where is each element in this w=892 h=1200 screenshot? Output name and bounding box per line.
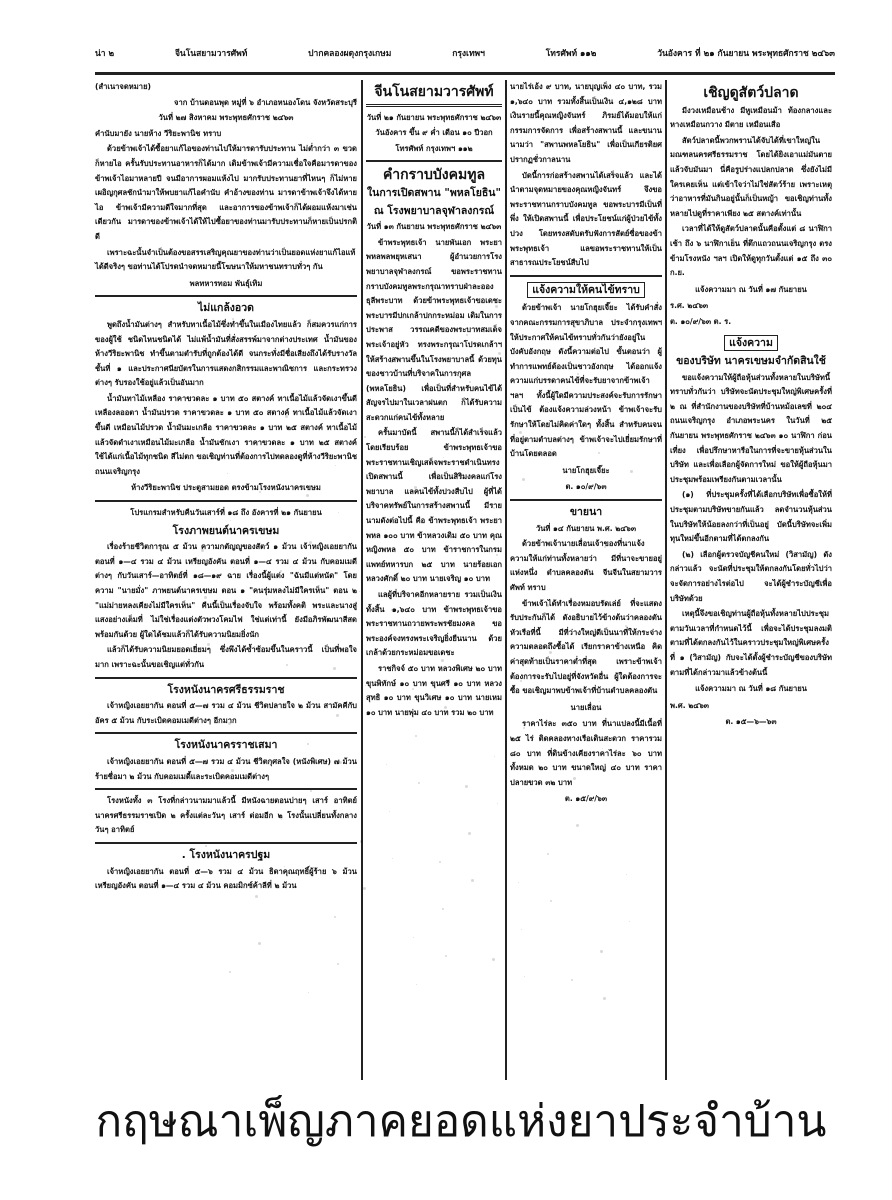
paper-speck <box>604 546 606 548</box>
article-paragraph: เพราะฉะนั้นจำเป็นต้องขอสรรเสริญคุณยาของท่านว่าเป็นยอดแห่งยาแก้ไอแท้ได้ดีจริงๆ ขอท่านได้โปรดนำจดหมายนี้โฆษนาให้มหาชนทราบทั่วๆ กัน <box>95 247 356 272</box>
paper-speck <box>281 819 282 820</box>
paper-speck <box>257 693 258 694</box>
article-paragraph: เวลาที่ได้ให้ดูสัตว์ปลาดนั้นคือตั้งแต่ ๘ นาฬิกาเช้า ถึง ๖ นาฬิกาเย็น ที่ตึกแถวถนนเจริญกรุง ตรงข้ามโรงหนัง ฯลฯ เปิดให้ดูทุกวันตั้งแต่ ๑๕ ถึง ๓๐ ก.ย. <box>670 224 832 278</box>
paper-speck <box>387 313 390 316</box>
article-paragraph: วันที่ ๒๗ สิงหาคม พระพุทธศักราช ๒๔๖๓ <box>158 113 294 123</box>
paper-speck <box>306 494 309 497</box>
page-header <box>95 46 835 60</box>
paper-speck <box>280 570 282 572</box>
article-paragraph: พ.ศ. ๒๔๖๓ <box>670 700 710 710</box>
section-rule <box>95 295 357 297</box>
article-heading: เชิญดูสัตว์ปลาด <box>703 85 799 101</box>
signature-line: ต. ๑๕/๙/๖๓ <box>564 794 608 804</box>
column-divider <box>665 80 667 1080</box>
header-rule <box>95 72 835 75</box>
column-3 <box>510 80 662 809</box>
paper-speck <box>545 355 546 356</box>
paper-speck <box>444 706 447 709</box>
paper-speck <box>495 305 498 308</box>
paper-speck <box>338 512 339 513</box>
article-paragraph: โปรแกรมสำหรับคืนวันเสาร์ที่ ๑๘ ถึง อังคารที่ ๒๑ กันยายน <box>130 508 322 518</box>
paper-speck <box>284 866 285 867</box>
paper-speck <box>336 714 339 717</box>
signature-line: ห้างวีริยะพานิช ประตูสามยอด ตรงข้ามโรงหนังนาครเขษม <box>131 483 321 493</box>
paper-address: ปากคลองผดุงกรุงเกษม <box>308 49 392 59</box>
signature-line: แจ้งความมา ณ วันที่ ๑๗ กันยายน <box>695 284 807 294</box>
paper-speck <box>362 638 363 639</box>
issue-date: วันอังคาร ที่ ๒๑ กันยายน พระพุทธศักราช ๒๔๖๓ <box>657 49 835 59</box>
paper-speck <box>551 449 552 450</box>
paper-speck <box>575 575 576 576</box>
paper-speck <box>469 381 471 383</box>
column-1 <box>95 80 357 895</box>
article-paragraph: จาก บ้านดอนพุด หมู่ที่ ๖ อำเภอหนองโดน จังหวัดสระบุรี <box>174 97 357 107</box>
article-paragraph: เจ้าหญิงเอยยากัน ตอนที่ ๕—๖ รวม ๔ ม้วน ธิดาคุณฤทธิ์ผู้ร้าย ๖ ม้วน เหรียญอังคัน ตอนที่ ๑—๔ รวม ๔ ม้วน คอมมิกซ์ค้าลีที่ ๒ ม้วน <box>95 866 357 891</box>
signature-line: ต. ๑๕—๖—๖๓ <box>725 717 777 727</box>
article-paragraph: วันอังคาร ขึ้น ๙ ค่ำ เดือน ๑๐ ปีวอก <box>375 128 493 138</box>
paper-speck <box>286 664 288 666</box>
article-paragraph: เจ้าหญิงเอยยากัน ตอนที่ ๕—๗ รวม ๔ ม้วน ชีวิตกุศลใจ (หนังพิเศษ) ๗ ม้วน ร้ายชื่อมา ๒ ม้วน กับคอมเมดี้และระเบิดคอมเมดีต่างๆ <box>95 756 357 781</box>
paper-speck <box>203 347 204 348</box>
paper-speck <box>255 895 258 898</box>
article-paragraph: แล้วก็ได้รับความนิยมยอดเยี่ยมๆ ซึ่งพึงได้ซ้ำซ้อมขึ้นในคราวนี้ เป็นที่พอใจมาก เพราะฉะนั้นขอเชิญแต่ทั่วกัน <box>95 645 357 669</box>
article-paragraph: เจ้าหญิงเอยยากัน ตอนที่ ๕—๗ รวม ๔ ม้วน ชีวิตปลายใจ ๒ ม้วน สามัคคีกับอัคร ๕ ม้วน กับระเบิดคอมเมดีต่างๆ อีกมาก <box>95 701 357 725</box>
article-paragraph: ข้าพเจ้าได้ทำเรื่องหมอบรัดเล่ย์ ที่จะแสดงรับประกันก็ได้ ดังอธิบายไว้ข้างต้นว่าคลองตันหัวเรือที่นี้ มีที่ว่างใหญ่ดีเป็นนาที่ให้กระจ่างความตลอดถึงซื้อได้ เรียกราคาข้างเหนือ คิดค่าสุดท้ายเป็นราคาต่ำที่สุด เพราะข้าพเจ้าต้องการจะรับไปอยู่ที่จังหวัดอื่น ผู้ใดต้องการจะซื้อ ขอเชิญมาพบข้าพเจ้าที่บ้านตำบลคลองตัน <box>510 598 662 696</box>
paper-speck <box>602 748 603 749</box>
article-paragraph: ครั้นมาบัดนี้ สพานนี้ก็ได้สำเร็จแล้วโดยเรียบร้อย ข้าพระพุทธเจ้าขอพระราชทานเชิญเสด็จพระราชดำเนินทรงเปิดสพานนี้ เพื่อเป็นสิริมงคลแก่โรงพยาบาล แลคนไข้ทั้งปวงสืบไป ผู้ที่ได้บริจาคทรัพย์ในการสร้างสพานนี้ มีรายนามดังต่อไปนี้ คือ ข้าพระพุทธเจ้า พระยาพหล ๑๐๐ บาท ข้าหลวงเดิม ๕๐ บาท คุณหญิงพหล ๕๐ บาท ข้าราชการในกรมแพทย์ทหารบก ๒๕ บาท นายร้อยเอก หลวงศักดิ์ ๒๐ บาท นายเจริญ ๑๐ บาท <box>366 428 502 584</box>
paper-speck <box>550 900 552 902</box>
article-paragraph: ด้วยข้าพเจ้า นายโกฮุยเจี๊ยะ ได้รับคำสั่งจากคณะกรรมการสุขาภิบาล ประจำกรุงเทพฯ ให้ประกาศให้คนไข้ทราบทั่วกันว่ายังอยู่ในบังคับอังกฤษ ดังนี้ความต่อไป ขั้นตอนว่า ผู้ทำการแพทย์ต้องเป็นชาวอังกฤษ ได้ออกแจ้งความแก่บรรดาคนไข้ที่จะรับยาจากข้าพเจ้า ฯลฯ ทั้งนี้ผู้ใดมีความประสงค์จะรับการรักษาเป็นไข้ ต้องแจ้งความล่วงหน้า ข้าพเจ้าจะรับรักษาให้โดยไม่คิดค่าใดๆ ทั้งสิ้น สำหรับคนจนที่อยู่ตามตำบลต่างๆ ข้าพเจ้าจะไปเยี่ยมรักษาที่บ้านโดยตลอด <box>510 303 662 459</box>
article-paragraph: วันที่ ๑๓ กันยายน พระพุทธศักราช ๒๔๖๓ <box>366 222 502 232</box>
paper-speck <box>624 376 627 379</box>
section-rule <box>95 732 357 734</box>
paper-speck <box>573 777 576 780</box>
paper-speck <box>603 997 606 1000</box>
paper-speck <box>496 554 498 556</box>
article-paragraph: ต. ๑๐/๙/๖๓ ต. ร. <box>670 316 732 326</box>
paper-speck <box>498 352 501 355</box>
signature-line: พลทหารทอม พันธุ์เทิม <box>189 278 263 288</box>
paper-speck <box>418 782 420 784</box>
page-number: น่า ๒ <box>95 49 115 59</box>
paper-speck <box>627 423 630 426</box>
paper-speck <box>390 360 393 363</box>
article-paragraph: น้ำมันทาไม้เหลือง ราคาขวดละ ๑ บาท ๕๐ สตางค์ ทาเนื้อไม้แล้วจัดเงาขึ้นดี เหลืองลออตา น้ำมันปรวด ราคาขวดละ ๑ บาท ๕๐ สตางค์ ทาเนื้อไม้แล้วจัดเงาขึ้นดี เหมือนไม้ปรวด น้ำมันมะเกลือ ราคาขวดละ ๑ บาท ๒๕ สตางค์ ทาเนื้อไม้แล้วจัดดำเงาเหมือนไม้มะเกลือ น้ำมันชักเงา ราคาขวดละ ๑ บาท ๒๕ สตางค์ ใช้ได้แก่เนื้อไม้ทุกชนิด สีไม่ตก ขอเชิญท่านที่ต้องการไปทดลองดูที่ห้างวีริยะพานิช ถนนเจริญกรุง <box>95 393 357 476</box>
article-paragraph: พูดถึงน้ำมันต่างๆ สำหรับทาเนื้อไม้ซึ่งทำขึ้นในเมืองไทยแล้ว ก็สมควรแก่การของผู้ใช้ ชนิดไหนชนิดได้ ไม่แพ้น้ำมันที่สั่งสรรพ์มาจากต่างประเทศ น้ำมันของห้างวีริยะพานิช ทำขึ้นตามตำรับที่ถูกต้องได้ดี จนกระทั่งมีชื่อเสียงถึงได้รับรางวัลชั้นที่ ๑ และประกาศนียบัตรในการแสดงกสิกรรมและพาณิชการ และกระทรวงต่างๆ รับรองใช้อยู่แล้วเป็นอันมาก <box>95 319 357 388</box>
article-heading: ไม่แกล้งอวด <box>198 302 254 315</box>
signature-line: นายเลื่อน <box>570 702 602 712</box>
paper-speck <box>574 326 576 328</box>
paper-speck <box>365 685 366 686</box>
article-paragraph: เหตุนี้จึงขอเชิญท่านผู้ถือหุ้นทั้งหลายไปประชุมตามวันเวลาที่กำหนดไว้นี้ เพื่อจะได้ประชุมลงมติตามที่ได้ตกลงกันไว้ในคราวประชุมใหญ่พิเศษครั้งที่ ๑ (วิสามัญ) กับจะได้ตั้งผู้ชำระบัญชีของบริษัทตามที่ได้กล่าวมาแล้วข้างต้นนี้ <box>670 609 832 677</box>
article-paragraph: (๒) เลือกผู้ตรวจบัญชีคนใหม่ (วิสามัญ) ดังกล่าวแล้ว จะนัดที่ประชุมให้ตกลงกันโดยทั่วไปว่าจะจัดการอย่างไรต่อไป จะได้ผู้ชำระบัญชีเพื่อบริษัทด้วย <box>670 549 832 603</box>
article-paragraph: นายไร่เอ้ง ๙ บาท, นายบุญเพ็ง ๔๐ บาท, รวม ๑,๖๔๐ บาท รวมทั้งสิ้นเป็นเงิน ๔,๑๒๘ บาท เงินรายนี้คุณหญิงจันทร์ ภิรมย์ได้มอบให้แก่กรรมการจัดการ เพื่อสร้างสพานนี้ และขนานนามว่า "สพานพหลโยธิน" เพื่อเป็นเกียรติยศปรากฏชั่วกาลนาน <box>510 82 662 164</box>
section-rule <box>95 842 357 844</box>
paper-speck <box>310 790 312 792</box>
article-paragraph: (สำเนาจดหมาย) <box>95 82 151 91</box>
paper-speck <box>629 921 630 922</box>
paper-speck <box>601 499 603 501</box>
section-rule <box>95 788 357 790</box>
paper-speck <box>492 958 495 961</box>
article-heading: คำกราบบังคมทูล <box>382 167 486 184</box>
article-heading: ขายนา <box>569 506 603 519</box>
paper-speck <box>308 992 309 993</box>
paper-speck <box>440 410 441 411</box>
paper-phone: โทรศัพท์ ๑๑๒ <box>545 49 597 59</box>
article-paragraph: ราคาไร่ละ ๓๕๐ บาท ที่นาแปลงนี้มีเนื้อที่ ๒๕ ไร่ ติดคลองทางเรือเดินสะดวก ราคารวม ๘๐ บาท ที่ดินข้างเคียงราคาไร่ละ ๖๐ บาท ทั้งหมด ๒๐ บาท ขนาดใหญ่ ๔๐ บาท ราคาปลายขวด ๓๒ บาท <box>510 719 662 787</box>
paper-speck <box>415 735 417 737</box>
paper-speck <box>228 722 231 725</box>
paper-speck <box>414 486 417 489</box>
paper-speck <box>207 643 210 646</box>
paper-speck <box>364 436 366 438</box>
section-rule <box>95 677 357 679</box>
paper-speck <box>494 756 495 757</box>
paper-speck <box>445 955 447 957</box>
paper-speck <box>441 659 444 662</box>
paper-speck <box>339 761 342 764</box>
paper-speck <box>335 465 336 466</box>
signature-line: นายโกฮุยเจี๊ยะ <box>562 465 610 475</box>
paper-speck <box>412 688 414 690</box>
article-paragraph: แลผู้ที่บริจาคอีกหลายราย รวมเป็นเงินทั้งสิ้น ๑,๖๔๐ บาท ข้าพระพุทธเจ้าขอพระราชทานถวายพระพรชัยมงคล ขอพระองค์จงทรงพระเจริญยิ่งยืนนาน ด้วยเกล้าด้วยกระหม่อมขอเดชะ <box>366 590 502 658</box>
paper-speck <box>626 874 627 875</box>
paper-speck <box>598 452 600 454</box>
paper-speck <box>389 811 390 812</box>
paper-speck <box>547 853 549 855</box>
paper-speck <box>465 785 468 788</box>
signature-line: ต. ๑๐/๙/๖๓ <box>565 482 607 492</box>
paper-speck <box>256 444 258 446</box>
paper-speck <box>231 769 234 772</box>
paper-speck <box>227 473 228 474</box>
paper-speck <box>467 583 468 584</box>
advertisement-banner: กฤษณาเพ็ญภาคยอดแห่งยาประจำบ้าน <box>95 1096 827 1147</box>
signature-line: แจ้งความมา ณ วันที่ ๑๘ กันยายน <box>695 684 807 694</box>
masthead-title: จีนโนสยามวารศัพท์ <box>366 80 502 107</box>
paper-speck <box>524 976 525 977</box>
paper-speck <box>577 373 579 375</box>
paper-speck <box>497 803 498 804</box>
paper-speck <box>392 858 393 859</box>
paper-name: จีนโนสยามวารศัพท์ <box>174 49 248 59</box>
paper-speck <box>518 882 519 883</box>
paper-speck <box>571 979 573 981</box>
paper-speck <box>258 942 261 945</box>
paper-speck <box>549 651 552 654</box>
paper-speck <box>630 470 633 473</box>
paper-speck <box>200 300 201 301</box>
column-2 <box>366 80 502 721</box>
paper-speck <box>600 950 603 953</box>
article-paragraph: คำนับมายัง นายห้าง วีริยะพานิช ทราบ <box>95 128 222 138</box>
article-heading: ณ โรงพยาบาลจุฬาลงกรณ์ <box>373 204 495 217</box>
paper-speck <box>493 507 495 509</box>
paper-speck <box>443 457 444 458</box>
article-paragraph: โทรศัพท์ กรุงเทพฯ ๑๑๒ <box>395 143 473 153</box>
article-paragraph: วันที่ ๒๑ กันยายน พระพุทธศักราช ๒๔๖๓ <box>366 112 502 122</box>
paper-speck <box>625 625 627 627</box>
paper-speck <box>548 402 549 403</box>
paper-speck <box>628 672 630 674</box>
article-heading: โรงภาพยนต์นาครเขษม <box>172 524 280 537</box>
article-paragraph: ด้วยข้าพเจ้านายเลื่อนเจ้าของที่นาแจ้งความให้แก่ท่านทั้งหลายว่า มีที่นาจะขายอยู่แห่งหนึ่ง ตำบลคลองตัน จีนจีนในสยามวารศัพท์ ทราบ <box>510 539 662 592</box>
paper-speck <box>312 588 315 591</box>
article-heading: ในการเปิดสพาน "พหลโยธิน" <box>367 186 501 199</box>
article-paragraph: สัตว์ปลาดนี้พวกพรานได้จับได้ที่เขาใหญ่ในมณฑลนครศรีธรรมราช โดยได้ยิงเอาแม่มันตายแล้วจับมันมา นี่คือรูปร่างแปลกปลาด ซึ่งยังไม่มีใครเคยเห็น แต่เข้าใจว่าไม่ใช่สัตว์ร้าย เพราะเหตุว่าอาหารที่มันกินอยู่นั้นก็เป็นหญ้า ขอเชิญท่านทั้งหลายไปดูที่ราคาเพียง ๒๕ สตางค์เท่านั้น <box>670 135 832 218</box>
paper-speck <box>283 617 285 619</box>
article-paragraph: ราชกิจจ์ ๕๐ บาท หลวงพิเศษ ๒๐ บาท ขุนพิทักษ์ ๑๐ บาท ขุนศรี ๑๐ บาท หลวงสุทธิ ๑๐ บาท ขุนวิเศษ ๑๐ บาท นายเหม ๑๐ บาท นายพุ่ม ๔๐ บาท รวม ๒๐ บาท <box>366 663 502 717</box>
paper-speck <box>307 743 309 745</box>
paper-speck <box>521 929 522 930</box>
paper-speck <box>259 491 261 493</box>
paper-speck <box>253 397 255 399</box>
paper-speck <box>388 562 390 564</box>
paper-speck <box>285 415 288 418</box>
article-heading: โรงหนังนาครศรีธรรมราช <box>167 683 285 696</box>
paper-speck <box>522 478 525 481</box>
paper-speck <box>416 984 417 985</box>
article-paragraph: บัดนี้การก่อสร้างสพานได้เสร็จแล้ว และได้นำตามจุดหมายของคุณหญิงจันทร์ จึงขอพระราชทานกราบบังคมทูล ขอพระบารมีเป็นที่พึ่ง ให้เปิดสพานนี้ เพื่อประโยชน์แก่ผู้ป่วยไข้ทั้งปวง โดยทรงสดับตรับฟังการสัตย์ซื่อของข้าพระพุทธเจ้า แลขอพระราชทานให้เป็นสาธารณประโยชน์สืบไป <box>510 170 662 268</box>
article-heading: แจ้งความให้คนไข้ทราบ <box>527 282 645 299</box>
article-paragraph: (๑) ที่ประชุมครั้งที่ได้เลือกบริษัทเพื่อซื้อให้ที่ประชุมตามบริษัทขายกันแล้ว ลดจำนวนหุ้นส่วนในบริษัทให้น้อยลงกว่าที่เป็นอยู่ บัดนี้บริษัทจะเพิ่มทุนใหม่ขึ้นอีกตามที่ได้ตกลงกัน <box>670 490 832 544</box>
paper-speck <box>546 604 549 607</box>
paper-speck <box>333 667 336 670</box>
paper-speck <box>230 520 231 521</box>
section-rule <box>510 275 662 277</box>
paper-speck <box>520 680 522 682</box>
paper-speck <box>337 963 339 965</box>
paper-speck <box>360 840 363 843</box>
paper-speck <box>309 541 312 544</box>
paper-speck <box>232 318 234 320</box>
paper-speck <box>417 533 420 536</box>
paper-speck <box>470 630 471 631</box>
paper-speck <box>576 824 579 827</box>
article-paragraph: โรงหนังทั้ง ๓ โรงที่กล่าวนามมาแล้วนี้ มีหนังฉายตอนบ่ายๆ เสาร์ อาทิตย์ นาครศรีธรรมราชเปิด ๒ ครั้งแต่ละวันๆ เสาร์ ต่อมอีก ๒ โรงนั้นเปลี่ยนทั้งกลางวันๆ อาทิตย์ <box>95 796 357 835</box>
paper-speck <box>466 334 468 336</box>
paper-speck <box>391 609 393 611</box>
section-rule <box>95 500 357 502</box>
paper-speck <box>386 764 387 765</box>
article-heading: โรงหนังนาครราชเสมา <box>174 739 278 752</box>
column-4 <box>670 80 832 732</box>
article-paragraph: มีงวงเหมือนช้าง มีหูเหมือนม้า ท้องกลางและหางเหมือนกวาง มีตาย เหมือนเสือ <box>670 105 832 130</box>
paper-speck <box>201 549 204 552</box>
article-paragraph: ขอแจ้งความให้ผู้ถือหุ้นส่วนทั้งหลายในบริษัทนี้ทราบทั่วกันว่า บริษัทจะนัดประชุมใหญ่พิเศษครั้งที่ ๒ ณ ที่สำนักงานของบริษัทที่บ้านหม้อเลขที่ ๒๐๔ ถนนเจริญกรุง อำเภอพระนคร ในวันที่ ๒๕ กันยายน พระพุทธศักราช ๒๔๖๓ ๑๐ นาฬิกา ก่อนเที่ยง เพื่อปรึกษาหารือในการที่จะขายหุ้นส่วนในบริษัท และเพื่อเลือกผู้จัดการใหม่ ขอให้ผู้ถือหุ้นมาประชุมพร้อมเพรียงกันตามเวลานั้น <box>670 372 832 484</box>
paper-speck <box>204 596 207 599</box>
paper-speck <box>599 701 600 702</box>
paper-speck <box>442 908 444 910</box>
paper-speck <box>439 861 441 863</box>
paper-speck <box>471 879 474 882</box>
paper-speck <box>206 394 207 395</box>
paper-speck <box>359 591 360 592</box>
article-paragraph: วันที่ ๑๔ กันยายน พ.ศ. ๒๔๖๓ <box>535 523 637 533</box>
section-rule <box>510 499 662 501</box>
article-paragraph: ด้วยข้าพเจ้าได้ซื้อยาแก้ไอของท่านไปให้มารดารับประทาน ไม่ต่ำกว่า ๓ ขวด ก็หายไอ ครั้นรับประทานอาหารก็ได้มาก เดิมข้าพเจ้ามีความเชื่อใจคือมารดาของข้าพเจ้าไอมาหลายปี จนมีอาการผอมแห้งไป มากรับประทานยาที่ไหนๆ ก็ไม่หาย เผอิญกุศลชักนำมาให้พบยาแก้ไอคำนับ คำอ้างของท่าน มารดาข้าพเจ้าจึงได้หายไอ ข้าพเจ้ามีความดีใจมากที่สุด และอาการของข้าพเจ้าก็ได้ผอมแห้งมาเช่นเดียวกัน มารดาของข้าพเจ้าได้ให้ไปซื้อยาของท่านมารับประทานก็หายเป็นปรกติดี <box>95 144 357 241</box>
paper-speck <box>413 937 414 938</box>
paper-speck <box>254 646 255 647</box>
article-heading: ของบริษัท นาครเขษมจำกัดสินใช้ <box>676 355 826 368</box>
paper-city: กรุงเทพฯ <box>452 49 485 59</box>
article-heading: . โรงหนังนาครปฐม <box>181 848 271 861</box>
paper-speck <box>311 339 312 340</box>
paper-speck <box>468 832 471 835</box>
article-paragraph: ร.ศ. ๒๔๖๓ <box>670 301 709 311</box>
column-divider <box>505 80 507 1080</box>
article-paragraph: เรื่องร้ายชีวิตการุณ ๕ ม้วน ความกตัญญูของสัตว์ ๑ ม้วน เจ้าหญิงเอยยากัน ตอนที่ ๑—๔ รวม ๔ ม้วน เหรียญอังคัน ตอนที่ ๑—๔ รวม ๔ ม้วน กับคอมเมดีต่างๆ กับวันเสาร์—อาทิตย์ที่ ๑๘—๑๙ ฉาย เรื่องนี้ผู้แต่ง "ฉันมีแต่หนัด" โดยความ "นายมั่ง" ภาพยนต์นาครเขษม ตอน ๑ "คนรุ่มหลงไม่มีใครเห็น" ตอน ๒ "แม่ม่ายหลงเคียงไม่มีใครเห็น" คืนนี้เป็นเรื่องจับใจ พร้อมทั้งคติ พระและนางสู่แสงอย่างเต็มที่ ไม่ใช่เรื่องแต่งตัวพวงโคมไฟ ใช่แต่เท่านี้ ยังมีอภิรพัฒนาสีสดพร้อมกันด้วย ผู้ใดได้ชมแล้วก็ได้รับความนิยมยิ่งนัก <box>95 542 357 639</box>
section-rule <box>366 160 502 162</box>
paper-speck <box>361 389 363 391</box>
article-paragraph: ข้าพระพุทธเจ้า นายพันเอก พระยาพหลพลพยุหเสนา ผู้อำนวยการโรงพยาบาลจุฬาลงกรณ์ ขอพระราชทานกราบบังคมทูลพระกรุณาทราบฝ่าละอองธุลีพระบาท ด้วยข้าพระพุทธเจ้าขอเดชะ พระบารมีปกเกล้าปกกระหม่อม เดิมในการประพาส วรรณคดีของพระบาทสมเด็จพระเจ้าอยู่หัว ทรงพระกรุณาโปรดเกล้าฯ ให้สร้างสพานขึ้นในโรงพยาบาลนี้ ด้วยทุนของชาวบ้านที่บริจาคในการกุศล (พหลโยธิน) เพื่อเป็นที่สำหรับคนไข้ได้สัญจรไปมาในเวลาฝนตก ก็ได้รับความสะดวกแก่คนไข้ทั้งหลาย <box>366 237 502 422</box>
paper-speck <box>572 528 573 529</box>
paper-speck <box>205 845 207 847</box>
paper-speck <box>519 431 522 434</box>
paper-speck <box>233 567 234 568</box>
column-divider <box>361 80 363 1080</box>
paper-speck <box>202 798 204 800</box>
paper-speck <box>282 368 285 371</box>
paper-speck <box>229 971 231 973</box>
article-heading: แจ้งความ <box>724 335 778 352</box>
paper-speck <box>363 887 366 890</box>
paper-speck <box>334 916 336 918</box>
paper-speck <box>523 727 525 729</box>
